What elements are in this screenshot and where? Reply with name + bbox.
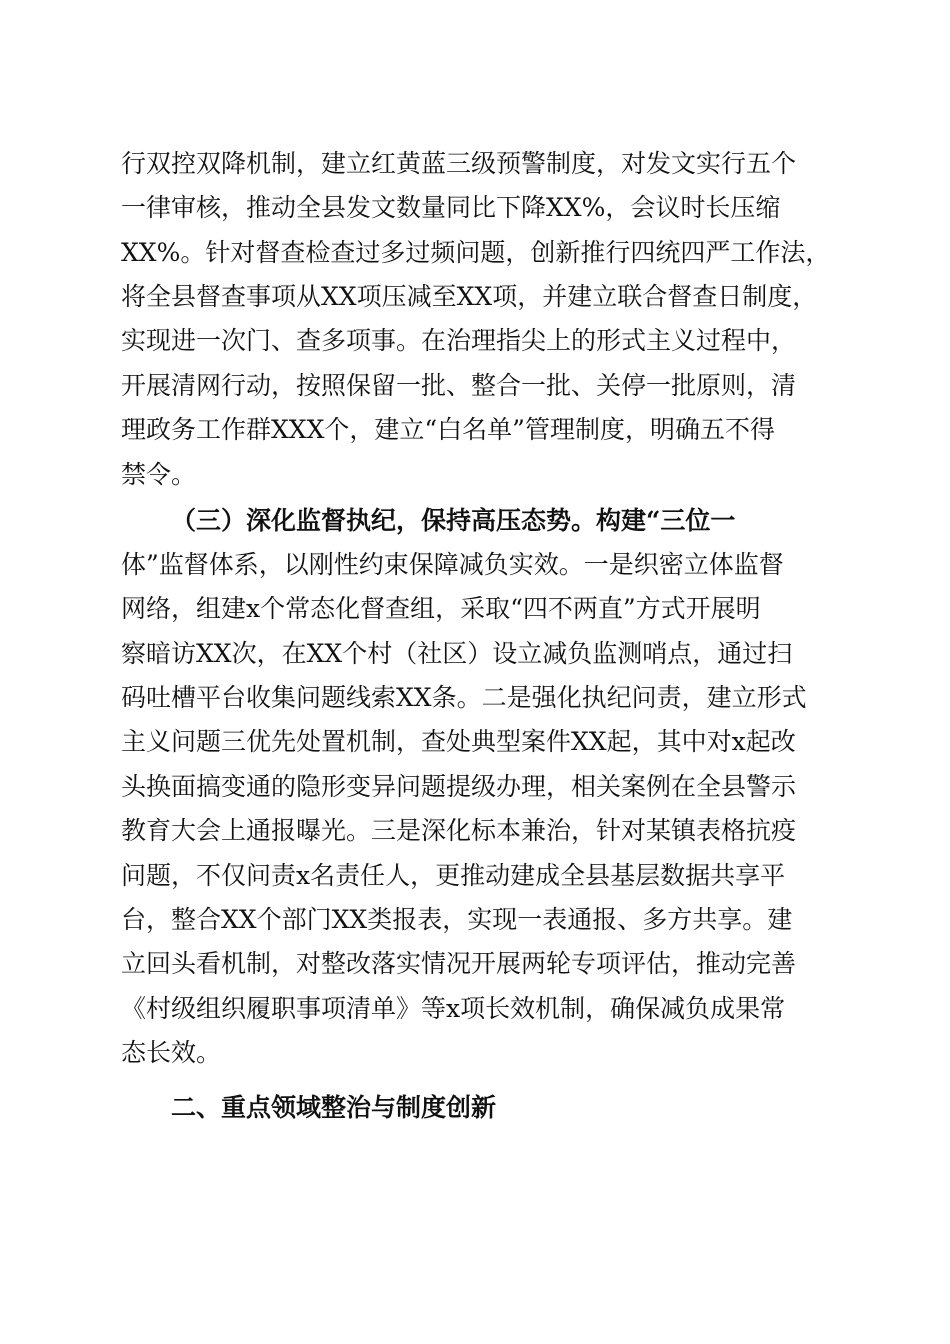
paragraph-line: 《村级组织履职事项清单》等x项长效机制，确保减负成果常 <box>121 994 786 1023</box>
paragraph-line: 主义问题三优先处置机制，查处典型案件XX起，其中对x起改 <box>121 727 796 756</box>
paragraph-line: 理政务工作群XXX个，建立“白名单”管理制度，明确五不得 <box>121 415 775 444</box>
paragraph-line: 将全县督查事项从XX项压减至XX项，并建立联合督查日制度， <box>121 282 818 311</box>
paragraph-line: 头换面搞变通的隐形变异问题提级办理，相关案例在全县警示 <box>121 772 797 801</box>
paragraph-line: 网络，组建x个常态化督查组，采取“四不两直”方式开展明 <box>121 594 761 623</box>
paragraph-line: 体”监督体系，以刚性约束保障减负实效。一是织密立体监督 <box>121 550 784 579</box>
paragraph-line: 台，整合XX个部门XX类报表，实现一表通报、多方共享。建 <box>121 905 793 934</box>
paragraph-line: 码吐槽平台收集问题线索XX条。二是强化执纪问责，建立形式 <box>121 683 807 712</box>
paragraph-line: 开展清网行动，按照保留一批、整合一批、关停一批原则，清 <box>121 371 797 400</box>
paragraph-line: 问题，不仅问责x名责任人，更推动建成全县基层数据共享平 <box>121 861 786 890</box>
paragraph-line: 禁令。 <box>121 460 197 489</box>
paragraph-line: 行双控双降机制，建立红黄蓝三级预警制度，对发文实行五个 <box>121 149 797 178</box>
paragraph-line: 立回头看机制，对整改落实情况开展两轮专项评估，推动完善 <box>121 949 797 978</box>
paragraph-line: 教育大会上通报曝光。三是深化标本兼治，针对某镇表格抗疫 <box>121 816 797 845</box>
paragraph-line: XX%。针对督查检查过多过频问题，创新推行四统四严工作法， <box>121 238 831 267</box>
paragraph-line: 实现进一次门、查多项事。在治理指尖上的形式主义过程中， <box>121 326 797 355</box>
paragraph-line: 态长效。 <box>121 1038 222 1067</box>
paragraph-line: 一律审核，推动全县发文数量同比下降XX%，会议时长压缩 <box>121 193 781 222</box>
paragraph-line: 察暗访XX次，在XX个村（社区）设立减负监测哨点，通过扫 <box>121 639 793 668</box>
section-heading: 二、重点领域整治与制度创新 <box>171 1093 497 1122</box>
subsection-heading-line: （三）深化监督执纪，保持高压态势。构建“三位一 <box>171 506 736 535</box>
